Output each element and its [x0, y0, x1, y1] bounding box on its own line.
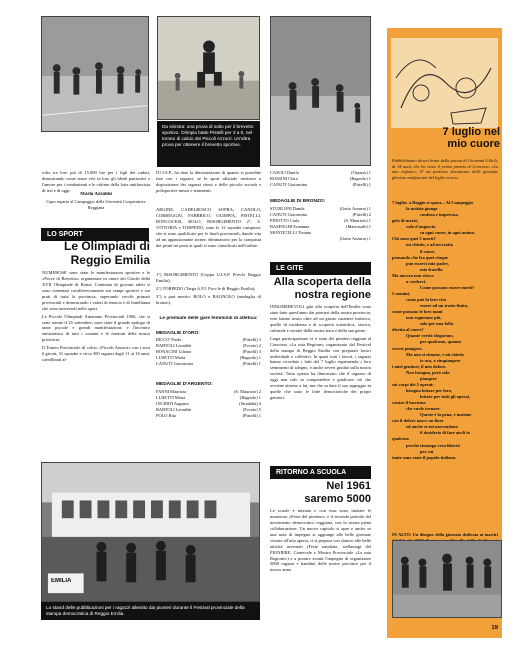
col3-top-list — [270, 170, 371, 188]
medal-name: LUSETTI Marta — [156, 354, 186, 360]
poem-line: Quante verità sfogarono, — [406, 333, 454, 339]
poem-line: i miei genitori, il mio dolore. — [392, 363, 447, 369]
medal-name: CANUTI Giacomina — [156, 360, 193, 366]
medal-row — [156, 361, 261, 367]
poem-line: bisogna lottare per loro, — [406, 387, 452, 393]
stand-caption: Lo stand delle pubblicazioni per i ragazzi allestito dai pionieri durante il Festival provinciale della stampa democratica di Reggio Emilia. — [41, 602, 260, 620]
poem-line: il desiderio di fare anch'io — [420, 430, 470, 436]
olimpiadi-body — [42, 270, 150, 456]
publication-stand-photo — [41, 462, 260, 602]
medal-club: (Mancasale) 1 — [346, 223, 371, 229]
poem-line: non ragionare più, — [406, 315, 442, 321]
poem-line: qualcosa — [392, 436, 409, 442]
poem-line: come possono le loro mani — [392, 309, 443, 315]
medal-name: BONACINI Liliana — [156, 348, 191, 354]
paragraph: Il Torneo Provinciale di calcio «Piccoli Azzurri» con i suoi 6 gironi, 31 squadre e circa 300 ragazzi dagli 11 ai 16 anni, cartellinati al- — [42, 345, 150, 363]
medal-name: STURLONI Danila — [270, 206, 305, 211]
medal-name: BARTOLI Leonilde — [156, 406, 192, 412]
medal-club: (Bagnolo) 1 — [239, 394, 261, 400]
medal-name: PINOTTO Carla — [270, 217, 300, 223]
poem-line: pensando che fra quei cinque — [392, 254, 449, 260]
boy-jumping-photo — [157, 16, 260, 120]
medal-name: LUSETTI Maria — [156, 394, 186, 400]
medal-name: RICCO' Paola — [156, 337, 182, 342]
poem-line: volo d'angoscia — [406, 224, 436, 230]
ritorno-title: Nel 1961 saremo 5000 — [304, 480, 371, 505]
medal-name: MONTICELLI Tiziana — [270, 229, 311, 235]
ritorno-body: Le scuole è iniziata e con essa sono iniziate le numerose «Feste del pioniere» e il secondo periodo del movimento democratico reggiano, con la nostra piena collaborazione. Un nuovo capitolo si apre e anche se una nota di impegno si aggiunge alle belle giornate vissute all'aria aperta, ci si prepara con slancio alle belle attività invernali (Feste natalizie, stellamagi del PIONIERE, Carnevale e Mostra Provinciale «La mia Regione») e a portare avanti l'impegno di organizzare 5000 ragazzi e bambini delle nostre province per il nuovo anno. — [270, 508, 371, 573]
orange-title: 7 luglio nel mio cuore — [442, 126, 500, 151]
medal-club: (Ospizio) 1 — [351, 170, 371, 175]
medal-row — [270, 236, 371, 242]
poem-line: 5 uomini, — [392, 290, 411, 296]
poem-line: Non bisogna, però solo — [406, 369, 450, 375]
medaglie-oro-heading: MEDAGLIE D'ORO: — [156, 331, 200, 336]
poem-line: Queste è la pena, e insieme — [420, 412, 472, 418]
poem-line: piangere — [420, 375, 437, 381]
medaglie-oro-list — [156, 337, 261, 367]
medal-club: (Focato) 2 — [242, 342, 261, 348]
poem-line: vorrei piangere. — [392, 345, 423, 351]
col1-signature-role: Capo reparto al Campeggio della Gioventù Cooperatrice Reggiana — [46, 199, 146, 210]
poem-line: può esserci mio padre, — [406, 260, 449, 266]
children-playing-photo — [270, 16, 371, 166]
medaglie-argento-list — [156, 389, 261, 419]
ranking-list — [156, 272, 261, 308]
poem-line: la notizia giunge — [406, 206, 438, 212]
medal-club: (Gatto Azzurro) 1 — [339, 206, 371, 211]
medal-name: CANUTI Giacomina — [270, 211, 307, 217]
athletes-running-photo — [41, 16, 149, 132]
stand-sign: EMILIA — [51, 578, 72, 584]
medal-club: (Pistelli) 3 — [242, 337, 261, 342]
col2-body2: ARGINE, CADELBOSCO SOPRA, CANOLO, CORREGGIO, FABBRICO, OLIMPIA, PISTELLI, RONCOCESI, ROLO, RISORGIMENTO 2°, S. VITTORIA e TORPEDO, sono le 12 squadre campioni, che si sono qualificate per le finali provinciali, dando vita ad un appassionante torneo eliminatorio per la conquista dei primi tre posti ai quali si sono classificati nell'ordine: — [156, 207, 261, 248]
ranking-item: 2°) TORPEDO (Targa A.P.I. Prov.le di Reggio Emilia); — [156, 285, 256, 291]
col1-signature-name: Mario Azzolini — [80, 192, 112, 197]
poem-line: lottare per tutti gli operai, — [420, 394, 470, 399]
poem-line: che vuole tornare. — [406, 406, 441, 412]
poem-line: perché rimanga vera libertà — [406, 442, 460, 448]
col1-intro: rolto tre loro più di 15.000 lire per i figli dei caduti, dimostrando come siano vivi in loro gli ideali patriottici e l'amore per i combattenti e le vittime della lotta antifascista di ieri e di oggi. — [42, 170, 150, 193]
poem-line: io ora, a rimpiangere — [420, 357, 461, 363]
medaglie-bronzo-list — [270, 206, 371, 242]
medal-club: (Focato) 5 — [242, 406, 261, 412]
medaglie-bronzo-heading: MEDAGLIE DI BRONZO: — [270, 199, 326, 204]
poem-line: ed anche se mi nascondono — [406, 424, 458, 430]
medal-club: (Pistelli) 2 — [352, 211, 371, 217]
poem-line: sui corpi dei 5 operai; — [392, 381, 434, 387]
children-group-photo-bottom — [392, 540, 502, 618]
poem-line: Come possono essere morti? — [420, 284, 475, 290]
poem-line: come può la loro vita — [406, 297, 447, 302]
poem-line: confusa e imprecisa, — [420, 212, 459, 218]
medal-name: INCERTI Augusta — [156, 400, 189, 406]
poem-line: 7 luglio: a Reggio si spara... Al Campeggio — [392, 200, 474, 205]
poem-line: essere ad un tratto finita, — [420, 303, 469, 309]
gite-body — [270, 304, 371, 454]
medal-club: (Pistelli) 1 — [242, 360, 261, 366]
ranking-item: 1°) RISORGIMENTO (Coppa U.I.S.P. Prov.le Reggio Emilia); — [156, 272, 261, 283]
medal-club: (Bagnolo) 1 — [239, 354, 261, 360]
olimpiadi-title: Le Olimpiadi di Reggio Emilia — [63, 240, 150, 267]
poem-line: mi chiedo, e ad un tratto — [406, 242, 453, 248]
medaglie-argento-heading: MEDAGLIE D'ARGENTO: — [156, 382, 213, 387]
poem-line: diretta al cuore? — [392, 327, 424, 333]
poem-line: Chi sono quei 5 morti? — [392, 236, 436, 242]
medal-club: (Pistelli) 1 — [352, 181, 371, 187]
paragraph: NUMEROSE sono state le manifestazioni sportive e le «Prove di Brevetto» organizzate in onore dei Giochi della XVII Olimpiade di Roma. Centinaia di giovani atleti si sono cimentati cavallerescamente sui campi sportivi e sui prati di tutta la provincia, superando vecchi primati provinciali e dimostrando i valori di tenacia e di fratellanza che sono universali nello sport. — [42, 270, 150, 311]
poem — [392, 200, 498, 520]
medal-club: (Pistelli) 1 — [242, 412, 261, 418]
medal-name: CANUTI Giacomina — [270, 181, 307, 187]
poem-line: solo per una folla — [420, 321, 454, 327]
gite-title: Alla scoperta della nostra regione — [273, 276, 371, 301]
poem-line: per cui — [420, 448, 434, 454]
poem-line: gelo di morte, — [392, 218, 419, 224]
poem-line: il cuore, — [420, 248, 436, 254]
medal-name: CASOLI Danila — [270, 170, 299, 175]
ritorno-band: RITORNO A SCUOLA — [270, 466, 371, 479]
top-middle-caption: Da sinistra: una prova di salto per il brevetto sportivo. Olimpia batte Pistelli per 3 a 0, nel torneo di calcio dei Piccoli Azzurri. Un'altra prova per ottenere il brevetto sportivo. — [157, 121, 260, 167]
medal-name: BARTOLI Leonilde — [156, 342, 192, 348]
sketch-illustration — [391, 38, 498, 128]
winners-heading: Le premiate delle gare femminili di atletica: — [159, 316, 258, 321]
poem-line: tante sono state il popolo italiano. — [392, 454, 457, 460]
col2-body: l'U.I.S.P., ha dato la dimostrazione di quanto si potrebbe fare con i ragazzi, se lo sport ufficiale mettesse a disposizione dei ragazzi stessi e delle piccole società e polisportive mezzi e strumenti. — [156, 170, 261, 193]
poem-line: Ma ancora non riesco — [392, 272, 434, 278]
poem-line: a crederci. — [406, 278, 427, 284]
orange-closing: IN ALTO: Un disegno della giornata dedicata ai martiri — [392, 532, 498, 537]
poem-line: Ma non si rimane, e mi chiedo — [406, 351, 464, 357]
poem-line: su ogni cuore, in ogni anima. — [420, 230, 476, 236]
paragraph: INNUMEREVOLI gite alla scoperta dell'Emilia sono state fatte quest'anno dai pionieri della nostra provincia; esse hanno avuto oltre ad un giusto carattere turistico, quello di incidenza e di scoperta scientifica, storica, culturale e sociale della nostra terra e della sua gente. — [270, 304, 371, 333]
orange-intro: Pubblichiamo alcuni brani della poesia di Giovanni Gilioli, di 14 anni, che ha vinto il primo premio al Concorso «La mia regione», E' un prezioso documento delle giornate gloriose antifasciste del luglio scorso. — [392, 158, 498, 181]
medal-club: (Pistelli) 3 — [242, 348, 261, 354]
page-number: 19 — [491, 625, 498, 631]
medal-row — [156, 413, 261, 419]
medal-club: (S. Maurizio) 1 — [344, 217, 371, 223]
medal-club: (S. Maurizio) 2 — [234, 389, 261, 394]
medal-club: (Bagnolo) 1 — [349, 175, 371, 181]
medal-row — [270, 182, 371, 188]
poem-line: mio fratello. — [420, 266, 444, 272]
medal-name: BASENGHI Ermanna — [270, 223, 310, 229]
poem-line: per qualcuno, quanto — [420, 339, 462, 345]
paragraph: Le Piccole Olimpiadi Amaranto Provinciali 1960, che si sono tenute il 25 settembre, sono state il grande epilogo di tante piccole e grandi manifestazioni; e l'incontro entusiastico di tutti i comuni e le frazioni della nostra provincia. — [42, 313, 150, 343]
le-gite-band: LE GITE — [270, 262, 371, 275]
medal-name: ROSSINI Clara — [270, 175, 298, 181]
poem-line: contro il fascismo — [392, 400, 426, 406]
ranking-item: 3°) a pari merito: ROLO e BAGNOLO (medaglia di bronzo). — [156, 293, 261, 305]
medal-name: FANNI Maurizia — [156, 389, 187, 394]
medal-club: (Stradalta) 4 — [239, 400, 261, 406]
medal-club: (Gatto Azzurro) 1 — [339, 235, 371, 241]
medal-name: POLO Rita — [156, 412, 176, 418]
poem-line: con il dolore nasce un fiore — [392, 418, 444, 424]
paragraph: Larga partecipazione vi è stata dei pionieri reggiani al Concorso «La mia Regione» organizzato dal Festival della stampa di Reggio Emilia con preparati lavori individuali e collettivi. In quasi tutti i lavori, i ragazzi hanno ricordato i fatti del 7 luglio esprimendo i loro sentimenti di sdegno, e anche severi giudizi sulla nostra società. Tutto questo ha dimostrato che il ragazzo di oggi non solo sa comprendere e giudicare ciò che avviene attorno a lui, ma che sa dare il suo appoggio in quelle che sono le lotte democratiche dei propri genitori. — [270, 335, 371, 401]
lo-sport-band: LO SPORT — [41, 228, 149, 241]
